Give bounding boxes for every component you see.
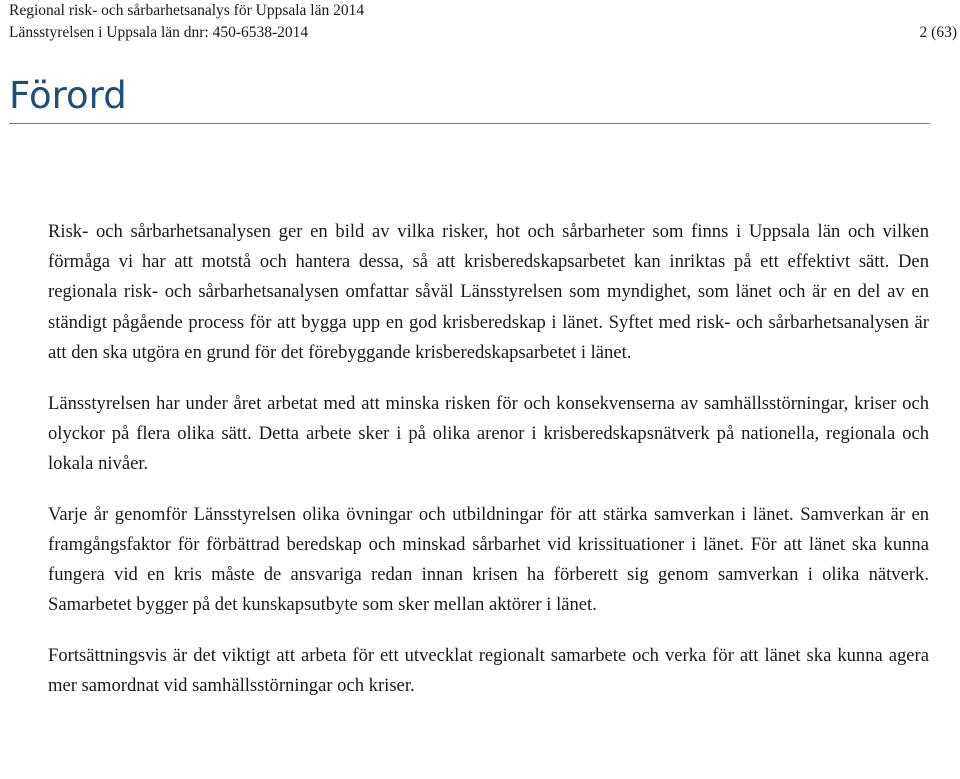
paragraph-4: Fortsättningsvis är det viktigt att arbeta för ett utvecklat regionalt samarbete och verka för att länet ska kunna agera mer samordnat vid samhällsstörningar och kriser. <box>48 645 929 697</box>
running-header <box>9 0 957 44</box>
page-number: 2 (63) <box>919 24 957 41</box>
heading-underline <box>9 123 930 124</box>
header-registry-row <box>9 22 957 44</box>
body-text <box>48 217 929 702</box>
document-title: Regional risk- och sårbarhetsanalys för Uppsala län 2014 <box>9 2 365 19</box>
header-title-row <box>9 0 957 22</box>
registry-number: Länsstyrelsen i Uppsala län dnr: 450-6538-2014 <box>9 24 309 41</box>
paragraph-3: Varje år genomför Länsstyrelsen olika övningar och utbildningar för att stärka samverkan i länet. Samverkan är en framgångsfaktor för förbättrad beredskap och minskad sårbarhet vid krissituationer i länet. För att länet ska kunna fungera vid en kris måste de ansvariga redan innan krisen ha förberett sig genom samverkan i olika nätverk. Samarbetet bygger på det kunskapsutbyte som sker mellan aktörer i länet. <box>48 503 929 616</box>
section-heading: Förord <box>9 74 127 117</box>
paragraph-1: Risk- och sårbarhetsanalysen ger en bild av vilka risker, hot och sårbarheter som finns i Uppsala län och vilken förmåga vi har att motstå och hantera dessa, så att krisberedskapsarbetet kan inriktas på ett effektivt sätt. Den regionala risk- och sårbarhetsanalysen omfattar såväl Länsstyrelsen som myndighet, som länet och är en del av en ständigt pågående process för att bygga upp en god krisberedskap i länet. Syftet med risk- och sårbarhetsanalysen är att den ska utgöra en grund för det förebyggande krisberedskapsarbetet i länet. <box>48 221 929 363</box>
paragraph-2: Länsstyrelsen har under året arbetat med att minska risken för och konsekvenserna av samhällsstörningar, kriser och olyckor på flera olika sätt. Detta arbete sker i på olika arenor i krisberedskapsnätverk på nationella, regionala och lokala nivåer. <box>48 392 929 475</box>
